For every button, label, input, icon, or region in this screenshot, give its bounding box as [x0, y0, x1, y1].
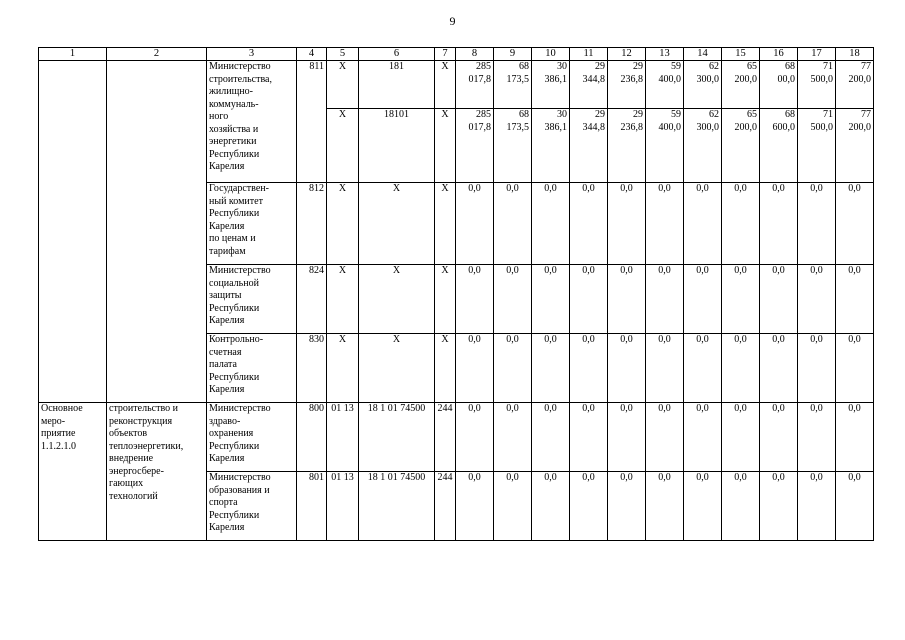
csr-code: X	[359, 334, 435, 403]
value-cell: 0,0	[456, 334, 494, 403]
value-cell: 0,0	[494, 183, 532, 265]
csr-code: X	[359, 183, 435, 265]
value-cell: 68 173,5	[494, 109, 532, 183]
column-header: 13	[646, 48, 684, 61]
value-cell: 0,0	[570, 403, 608, 472]
rz-code: X	[327, 61, 359, 109]
grbs-code: 812	[297, 183, 327, 265]
value-cell: 0,0	[608, 334, 646, 403]
value-cell: 0,0	[570, 334, 608, 403]
value-cell: 0,0	[798, 183, 836, 265]
value-cell: 68 600,0	[760, 109, 798, 183]
csr-code: 181	[359, 61, 435, 109]
grbs-code: 830	[297, 334, 327, 403]
value-cell: 0,0	[646, 183, 684, 265]
value-cell: 285 017,8	[456, 109, 494, 183]
value-cell: 0,0	[608, 265, 646, 334]
value-cell: 0,0	[798, 472, 836, 541]
column-number-row	[39, 48, 874, 61]
event-description: строительство и реконструкция объектов теплоэнергетики, внедрение энергосбере- гающих технологий	[107, 403, 207, 541]
value-cell: 0,0	[570, 472, 608, 541]
value-cell: 77 200,0	[836, 109, 874, 183]
value-cell: 0,0	[570, 183, 608, 265]
value-cell: 0,0	[760, 403, 798, 472]
column-header: 12	[608, 48, 646, 61]
value-cell: 0,0	[456, 472, 494, 541]
value-cell: 0,0	[722, 472, 760, 541]
value-cell: 0,0	[836, 265, 874, 334]
value-cell: 0,0	[836, 403, 874, 472]
value-cell: 0,0	[608, 183, 646, 265]
column-header: 4	[297, 48, 327, 61]
value-cell: 0,0	[532, 403, 570, 472]
page-number: 9	[449, 14, 456, 28]
ministry-name: Министерство здраво- охранения Республики Карелия	[207, 403, 297, 472]
value-cell: 68 00,0	[760, 61, 798, 109]
value-cell: 0,0	[684, 334, 722, 403]
value-cell: 0,0	[684, 265, 722, 334]
column-header: 9	[494, 48, 532, 61]
column-header: 8	[456, 48, 494, 61]
value-cell: 71 500,0	[798, 109, 836, 183]
empty-cell	[107, 61, 207, 403]
value-cell: 59 400,0	[646, 109, 684, 183]
value-cell: 0,0	[570, 265, 608, 334]
ministry-name: Министерство социальной защиты Республики Карелия	[207, 265, 297, 334]
value-cell: 0,0	[456, 403, 494, 472]
value-cell: 0,0	[798, 334, 836, 403]
column-header: 3	[207, 48, 297, 61]
value-cell: 0,0	[494, 403, 532, 472]
value-cell: 0,0	[494, 334, 532, 403]
rz-code: X	[327, 334, 359, 403]
vr-code: X	[435, 265, 456, 334]
value-cell: 0,0	[646, 472, 684, 541]
value-cell: 0,0	[532, 334, 570, 403]
table-row	[39, 403, 874, 472]
value-cell: 0,0	[722, 334, 760, 403]
vr-code: 244	[435, 472, 456, 541]
vr-code: X	[435, 183, 456, 265]
value-cell: 0,0	[684, 183, 722, 265]
value-cell: 0,0	[684, 472, 722, 541]
value-cell: 30 386,1	[532, 61, 570, 109]
column-header: 11	[570, 48, 608, 61]
csr-code: 18 1 01 74500	[359, 472, 435, 541]
value-cell: 68 173,5	[494, 61, 532, 109]
event-label: Основное меро- приятие 1.1.2.1.0	[39, 403, 107, 541]
value-cell: 0,0	[684, 403, 722, 472]
column-header: 18	[836, 48, 874, 61]
budget-table	[38, 47, 874, 541]
column-header: 5	[327, 48, 359, 61]
value-cell: 285 017,8	[456, 61, 494, 109]
value-cell: 0,0	[608, 472, 646, 541]
value-cell: 0,0	[836, 472, 874, 541]
rz-code: X	[327, 183, 359, 265]
value-cell: 0,0	[722, 403, 760, 472]
vr-code: X	[435, 61, 456, 109]
value-cell: 62 300,0	[684, 109, 722, 183]
value-cell: 0,0	[760, 334, 798, 403]
value-cell: 29 236,8	[608, 61, 646, 109]
value-cell: 0,0	[456, 265, 494, 334]
column-header: 7	[435, 48, 456, 61]
value-cell: 0,0	[532, 472, 570, 541]
value-cell: 62 300,0	[684, 61, 722, 109]
csr-code: 18101	[359, 109, 435, 183]
vr-code: 244	[435, 403, 456, 472]
vr-code: X	[435, 109, 456, 183]
column-header: 2	[107, 48, 207, 61]
value-cell: 0,0	[532, 183, 570, 265]
value-cell: 0,0	[836, 183, 874, 265]
ministry-name: Государствен- ный комитет Республики Карелия по ценам и тарифам	[207, 183, 297, 265]
grbs-code: 824	[297, 265, 327, 334]
column-header: 14	[684, 48, 722, 61]
csr-code: X	[359, 265, 435, 334]
value-cell: 0,0	[494, 472, 532, 541]
value-cell: 0,0	[760, 472, 798, 541]
ministry-name: Министерство строительства, жилищно- коммуналь- ного хозяйства и энергетики Республики Карелия	[207, 61, 297, 183]
value-cell: 0,0	[836, 334, 874, 403]
value-cell: 0,0	[760, 183, 798, 265]
grbs-code: 801	[297, 472, 327, 541]
empty-cell	[39, 61, 107, 403]
rz-code: 01 13	[327, 403, 359, 472]
column-header: 17	[798, 48, 836, 61]
value-cell: 29 344,8	[570, 109, 608, 183]
ministry-name: Министерство образования и спорта Республики Карелия	[207, 472, 297, 541]
rz-code: X	[327, 265, 359, 334]
value-cell: 30 386,1	[532, 109, 570, 183]
table-row	[39, 61, 874, 109]
value-cell: 59 400,0	[646, 61, 684, 109]
rz-code: 01 13	[327, 472, 359, 541]
column-header: 16	[760, 48, 798, 61]
grbs-code: 800	[297, 403, 327, 472]
value-cell: 65 200,0	[722, 61, 760, 109]
value-cell: 0,0	[646, 265, 684, 334]
column-header: 1	[39, 48, 107, 61]
csr-code: 18 1 01 74500	[359, 403, 435, 472]
value-cell: 0,0	[722, 183, 760, 265]
value-cell: 0,0	[646, 334, 684, 403]
ministry-name: Контрольно- счетная палата Республики Карелия	[207, 334, 297, 403]
value-cell: 0,0	[608, 403, 646, 472]
value-cell: 71 500,0	[798, 61, 836, 109]
column-header: 6	[359, 48, 435, 61]
rz-code: X	[327, 109, 359, 183]
value-cell: 65 200,0	[722, 109, 760, 183]
vr-code: X	[435, 334, 456, 403]
value-cell: 0,0	[494, 265, 532, 334]
grbs-code: 811	[297, 61, 327, 183]
value-cell: 0,0	[532, 265, 570, 334]
value-cell: 0,0	[722, 265, 760, 334]
value-cell: 0,0	[798, 265, 836, 334]
value-cell: 77 200,0	[836, 61, 874, 109]
value-cell: 29 344,8	[570, 61, 608, 109]
value-cell: 0,0	[646, 403, 684, 472]
value-cell: 0,0	[798, 403, 836, 472]
column-header: 15	[722, 48, 760, 61]
value-cell: 0,0	[760, 265, 798, 334]
value-cell: 0,0	[456, 183, 494, 265]
column-header: 10	[532, 48, 570, 61]
value-cell: 29 236,8	[608, 109, 646, 183]
